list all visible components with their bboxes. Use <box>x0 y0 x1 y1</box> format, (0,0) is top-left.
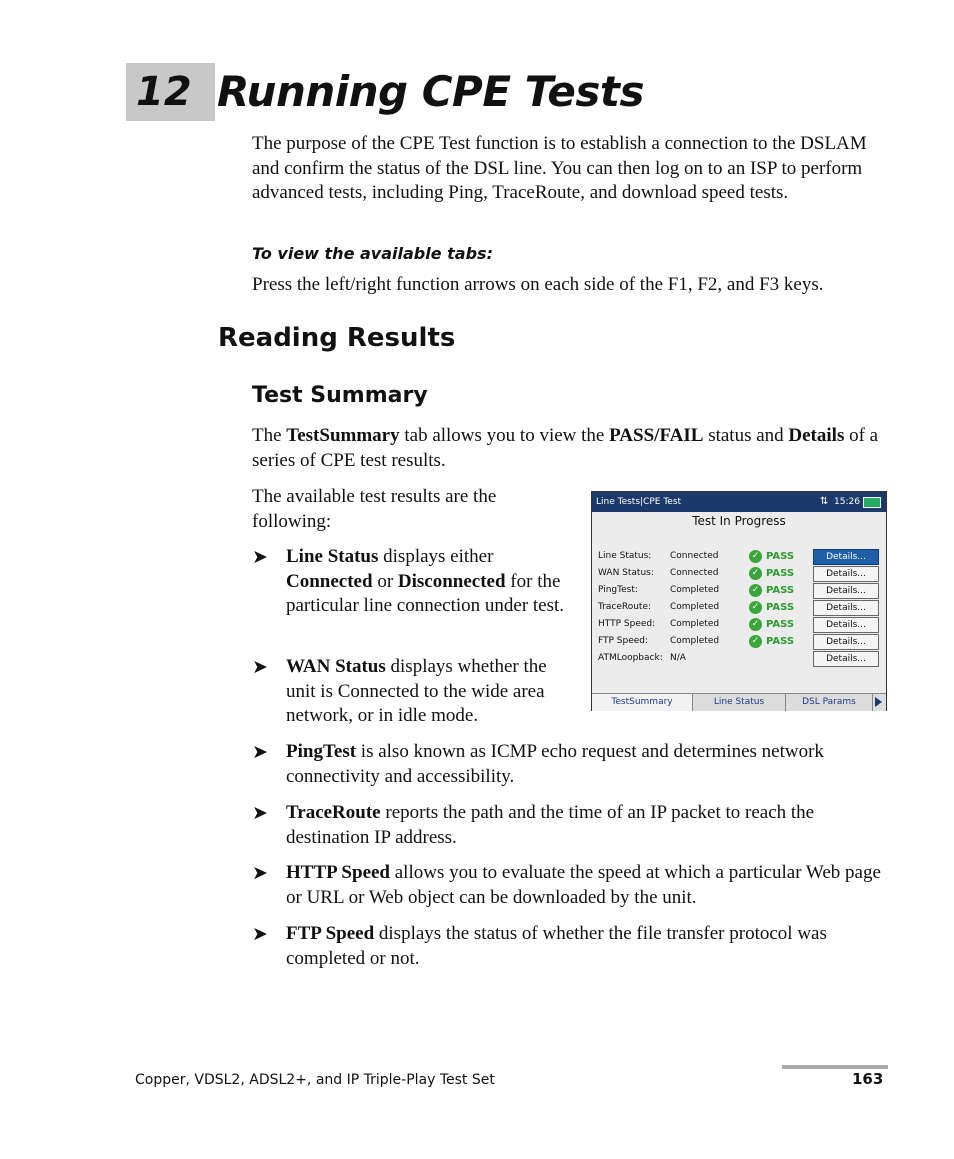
details-button[interactable]: Details... <box>813 549 879 565</box>
pass-badge: PASS <box>766 585 795 596</box>
list-item: ➤ PingTest is also known as ICMP echo request and determines network connectivity and accessibility. <box>252 741 824 787</box>
pass-badge: PASS <box>766 551 795 562</box>
transfer-icon: ⇅ <box>820 496 829 507</box>
list-item: ➤ FTP Speed displays the status of whether the file transfer protocol was completed or not. <box>252 923 827 969</box>
chapter-number: 12 <box>136 69 192 115</box>
row-value: Connected <box>670 568 719 578</box>
row-value: Completed <box>670 636 720 646</box>
row-value: Completed <box>670 619 720 629</box>
chapter-title: Running CPE Tests <box>217 67 644 116</box>
cpe-test-screenshot <box>591 491 887 711</box>
pass-badge: PASS <box>766 568 795 579</box>
details-button[interactable]: Details... <box>813 566 879 582</box>
clock: 15:26 <box>834 497 860 507</box>
pass-badge: PASS <box>766 602 795 613</box>
check-icon: ✓ <box>749 567 762 580</box>
row-value: Connected <box>670 551 719 561</box>
row-label: HTTP Speed: <box>598 619 656 629</box>
tab-dsl-params[interactable]: DSL Params <box>786 694 873 711</box>
row-label: WAN Status: <box>598 568 654 578</box>
tab-testsummary[interactable]: TestSummary <box>592 694 693 711</box>
details-button[interactable]: Details... <box>813 617 879 633</box>
details-button[interactable]: Details... <box>813 600 879 616</box>
row-value: N/A <box>670 653 686 663</box>
check-icon: ✓ <box>749 618 762 631</box>
row-label: FTP Speed: <box>598 636 649 646</box>
pass-badge: PASS <box>766 636 795 647</box>
test-status-heading: Test In Progress <box>692 514 786 528</box>
battery-icon <box>863 497 881 508</box>
result-row <box>592 549 886 566</box>
list-item: ➤ WAN Status displays whether the unit is Connected to the wide area network, or in idle mode. <box>252 656 547 726</box>
test-summary-paragraph: The TestSummary tab allows you to view the PASS/FAIL status and Details of a series of CPE test results. <box>252 425 879 471</box>
result-row <box>592 651 886 668</box>
list-item: ➤ HTTP Speed allows you to evaluate the speed at which a particular Web page or URL or Web object can be downloaded by the unit. <box>252 862 881 908</box>
row-label: Line Status: <box>598 551 652 561</box>
subsection-heading: Test Summary <box>252 383 428 408</box>
check-icon: ✓ <box>749 550 762 563</box>
window-titlebar <box>592 492 886 512</box>
list-item: ➤ Line Status displays either Connected or Disconnected for the particular line connection under test. <box>252 546 565 616</box>
result-row <box>592 617 886 634</box>
result-row <box>592 566 886 583</box>
row-label: ATMLoopback: <box>598 653 663 663</box>
row-label: TraceRoute: <box>598 602 652 612</box>
footer-product-name: Copper, VDSL2, ADSL2+, and IP Triple-Play Test Set <box>135 1072 495 1088</box>
check-icon: ✓ <box>749 635 762 648</box>
result-row <box>592 600 886 617</box>
details-button[interactable]: Details... <box>813 583 879 599</box>
tab-line-status[interactable]: Line Status <box>693 694 786 711</box>
section-heading: Reading Results <box>218 323 456 353</box>
procedure-heading: To view the available tabs: <box>252 244 493 263</box>
row-value: Completed <box>670 585 720 595</box>
available-results-paragraph: The available test results are the following: <box>252 486 497 532</box>
procedure-text: Press the left/right function arrows on each side of the F1, F2, and F3 keys. <box>252 274 824 295</box>
result-row <box>592 583 886 600</box>
footer-rule <box>782 1065 888 1069</box>
intro-paragraph: The purpose of the CPE Test function is to establish a connection to the DSLAM and confirm the status of the DSL line. You can then log on to an ISP to perform advanced tests, including Ping, TraceRoute, and download speed tests. <box>252 133 867 203</box>
list-item: ➤ TraceRoute reports the path and the time of an IP packet to reach the destination IP address. <box>252 802 815 848</box>
window-title: Line Tests|CPE Test <box>596 497 682 507</box>
row-value: Completed <box>670 602 720 612</box>
details-button[interactable]: Details... <box>813 651 879 667</box>
check-icon: ✓ <box>749 601 762 614</box>
tab-right-arrow-icon[interactable] <box>875 697 882 707</box>
result-row <box>592 634 886 651</box>
details-button[interactable]: Details... <box>813 634 879 650</box>
pass-badge: PASS <box>766 619 795 630</box>
page-number: 163 <box>852 1070 884 1088</box>
check-icon: ✓ <box>749 584 762 597</box>
row-label: PingTest: <box>598 585 638 595</box>
tab-bar <box>592 693 886 711</box>
